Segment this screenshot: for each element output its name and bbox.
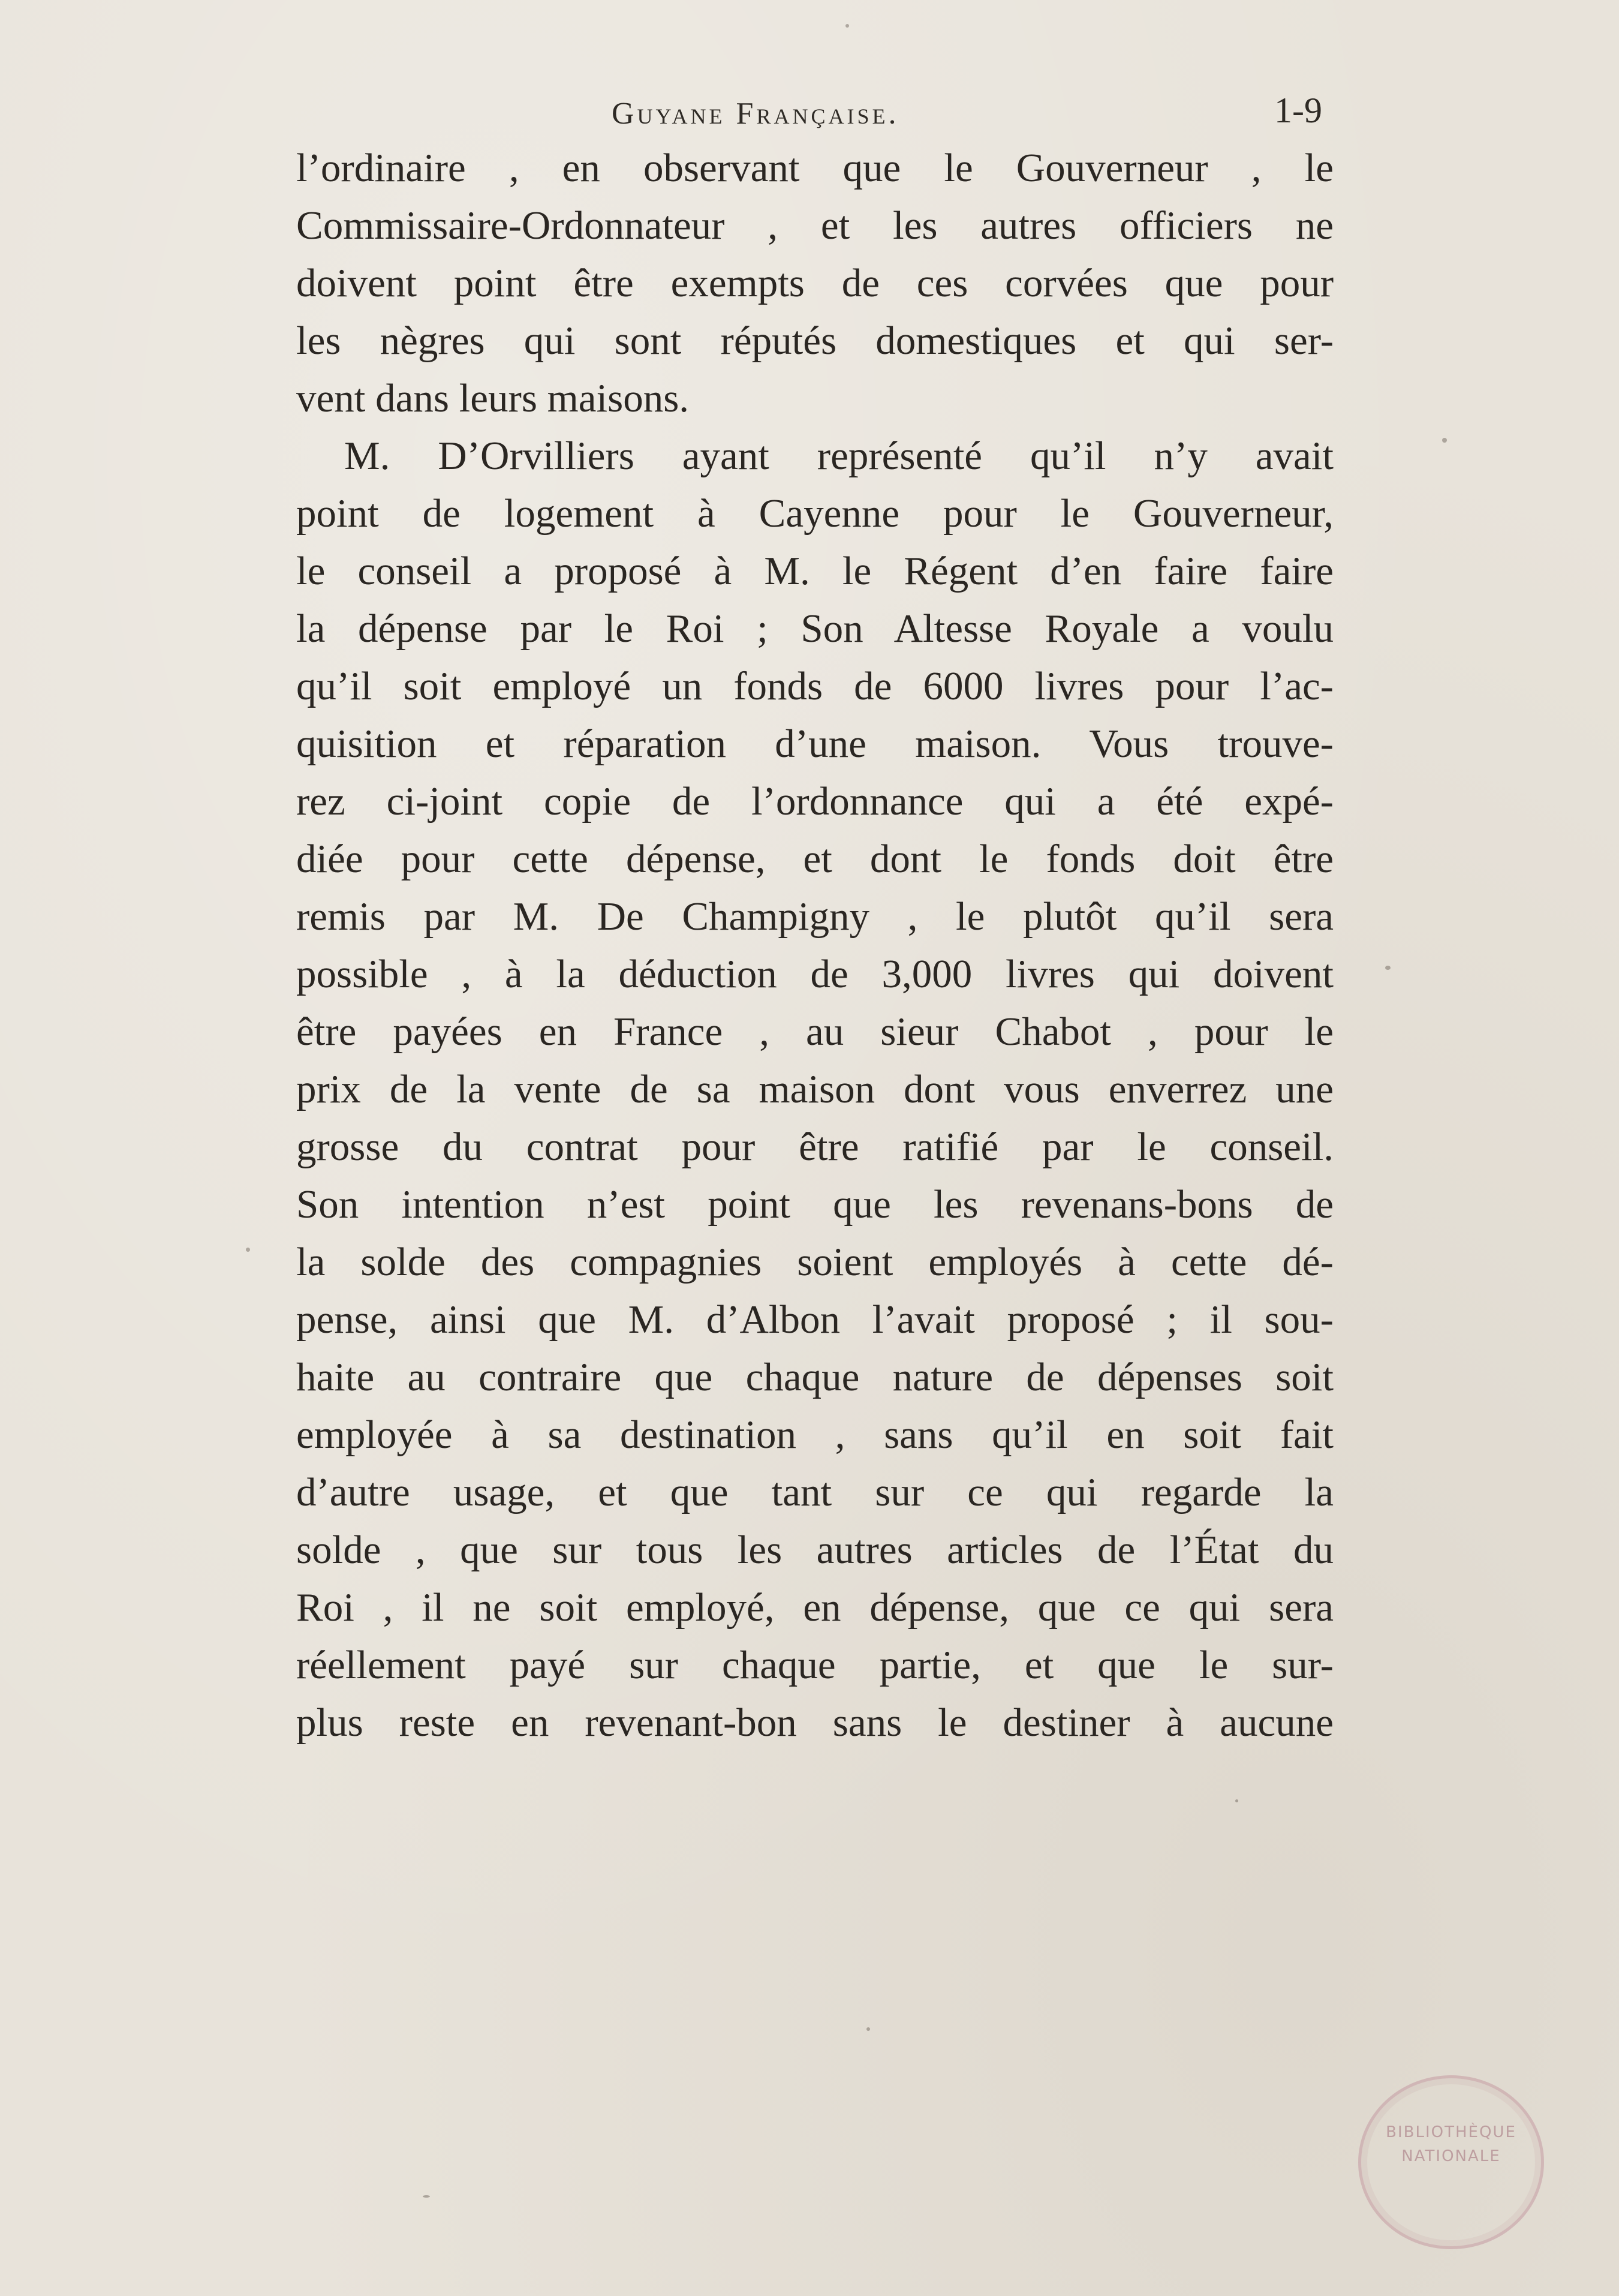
- text-line: réellement payé sur chaque partie, et que le sur-: [296, 1643, 1334, 1687]
- running-head: Guyane Française.: [612, 97, 899, 131]
- text-line: l’ordinaire , en observant que le Gouverneur , le: [296, 146, 1334, 190]
- text-line: haite au contraire que chaque nature de dépenses soit: [296, 1355, 1334, 1399]
- text-line: Commissaire-Ordonnateur , et les autres officiers ne: [296, 203, 1334, 248]
- text-line: le conseil a proposé à M. le Régent d’en faire faire: [296, 549, 1334, 593]
- paper-speck: [423, 2195, 430, 2198]
- text-line: possible , à la déduction de 3,000 livres qui doivent: [296, 952, 1334, 996]
- stamp-text: BIBLIOTHÈQUE NATIONALE: [1386, 2123, 1516, 2165]
- text-line: être payées en France , au sieur Chabot , pour le: [296, 1009, 1334, 1054]
- text-line: diée pour cette dépense, et dont le fonds doit être: [296, 837, 1334, 881]
- text-line: remis par M. De Champigny , le plutôt qu’il sera: [296, 894, 1334, 939]
- text-line: Son intention n’est point que les revenans-bons de: [296, 1182, 1334, 1227]
- paper-speck: [1385, 966, 1391, 970]
- text-line: solde , que sur tous les autres articles de l’État du: [296, 1528, 1334, 1572]
- paper-speck: [866, 2027, 870, 2031]
- text-line: la dépense par le Roi ; Son Altesse Royale a voulu: [296, 606, 1334, 651]
- text-line: point de logement à Cayenne pour le Gouverneur,: [296, 491, 1334, 536]
- text-line: plus reste en revenant-bon sans le destiner à aucune: [296, 1700, 1334, 1745]
- text-line: M. D’Orvilliers ayant représenté qu’il n’y avait: [344, 434, 1334, 478]
- paper-speck: [246, 1248, 250, 1252]
- text-line: vent dans leurs maisons.: [296, 376, 690, 420]
- text-line: Roi , il ne soit employé, en dépense, que ce qui sera: [296, 1585, 1334, 1630]
- page-number: 1-9: [1274, 91, 1322, 130]
- text-line: grosse du contrat pour être ratifié par le conseil.: [296, 1125, 1334, 1169]
- text-line: quisition et réparation d’une maison. Vous trouve-: [296, 722, 1334, 766]
- text-line: d’autre usage, et que tant sur ce qui regarde la: [296, 1470, 1334, 1514]
- library-stamp: [1358, 2075, 1544, 2249]
- text-line: rez ci-joint copie de l’ordonnance qui a été expé-: [296, 779, 1334, 824]
- text-line: la solde des compagnies soient employés à cette dé-: [296, 1240, 1334, 1284]
- paper-speck: [845, 24, 849, 28]
- text-line: prix de la vente de sa maison dont vous enverrez une: [296, 1067, 1334, 1111]
- text-line: pense, ainsi que M. d’Albon l’avait proposé ; il sou-: [296, 1297, 1334, 1342]
- paper-speck: [1235, 1799, 1238, 1802]
- body-text: [296, 139, 1334, 1751]
- text-line: employée à sa destination , sans qu’il en soit fait: [296, 1413, 1334, 1457]
- text-line: doivent point être exempts de ces corvées que pour: [296, 261, 1334, 305]
- text-line: les nègres qui sont réputés domestiques et qui ser-: [296, 318, 1334, 363]
- text-line: qu’il soit employé un fonds de 6000 livres pour l’ac-: [296, 664, 1334, 708]
- paper-speck: [1442, 438, 1447, 443]
